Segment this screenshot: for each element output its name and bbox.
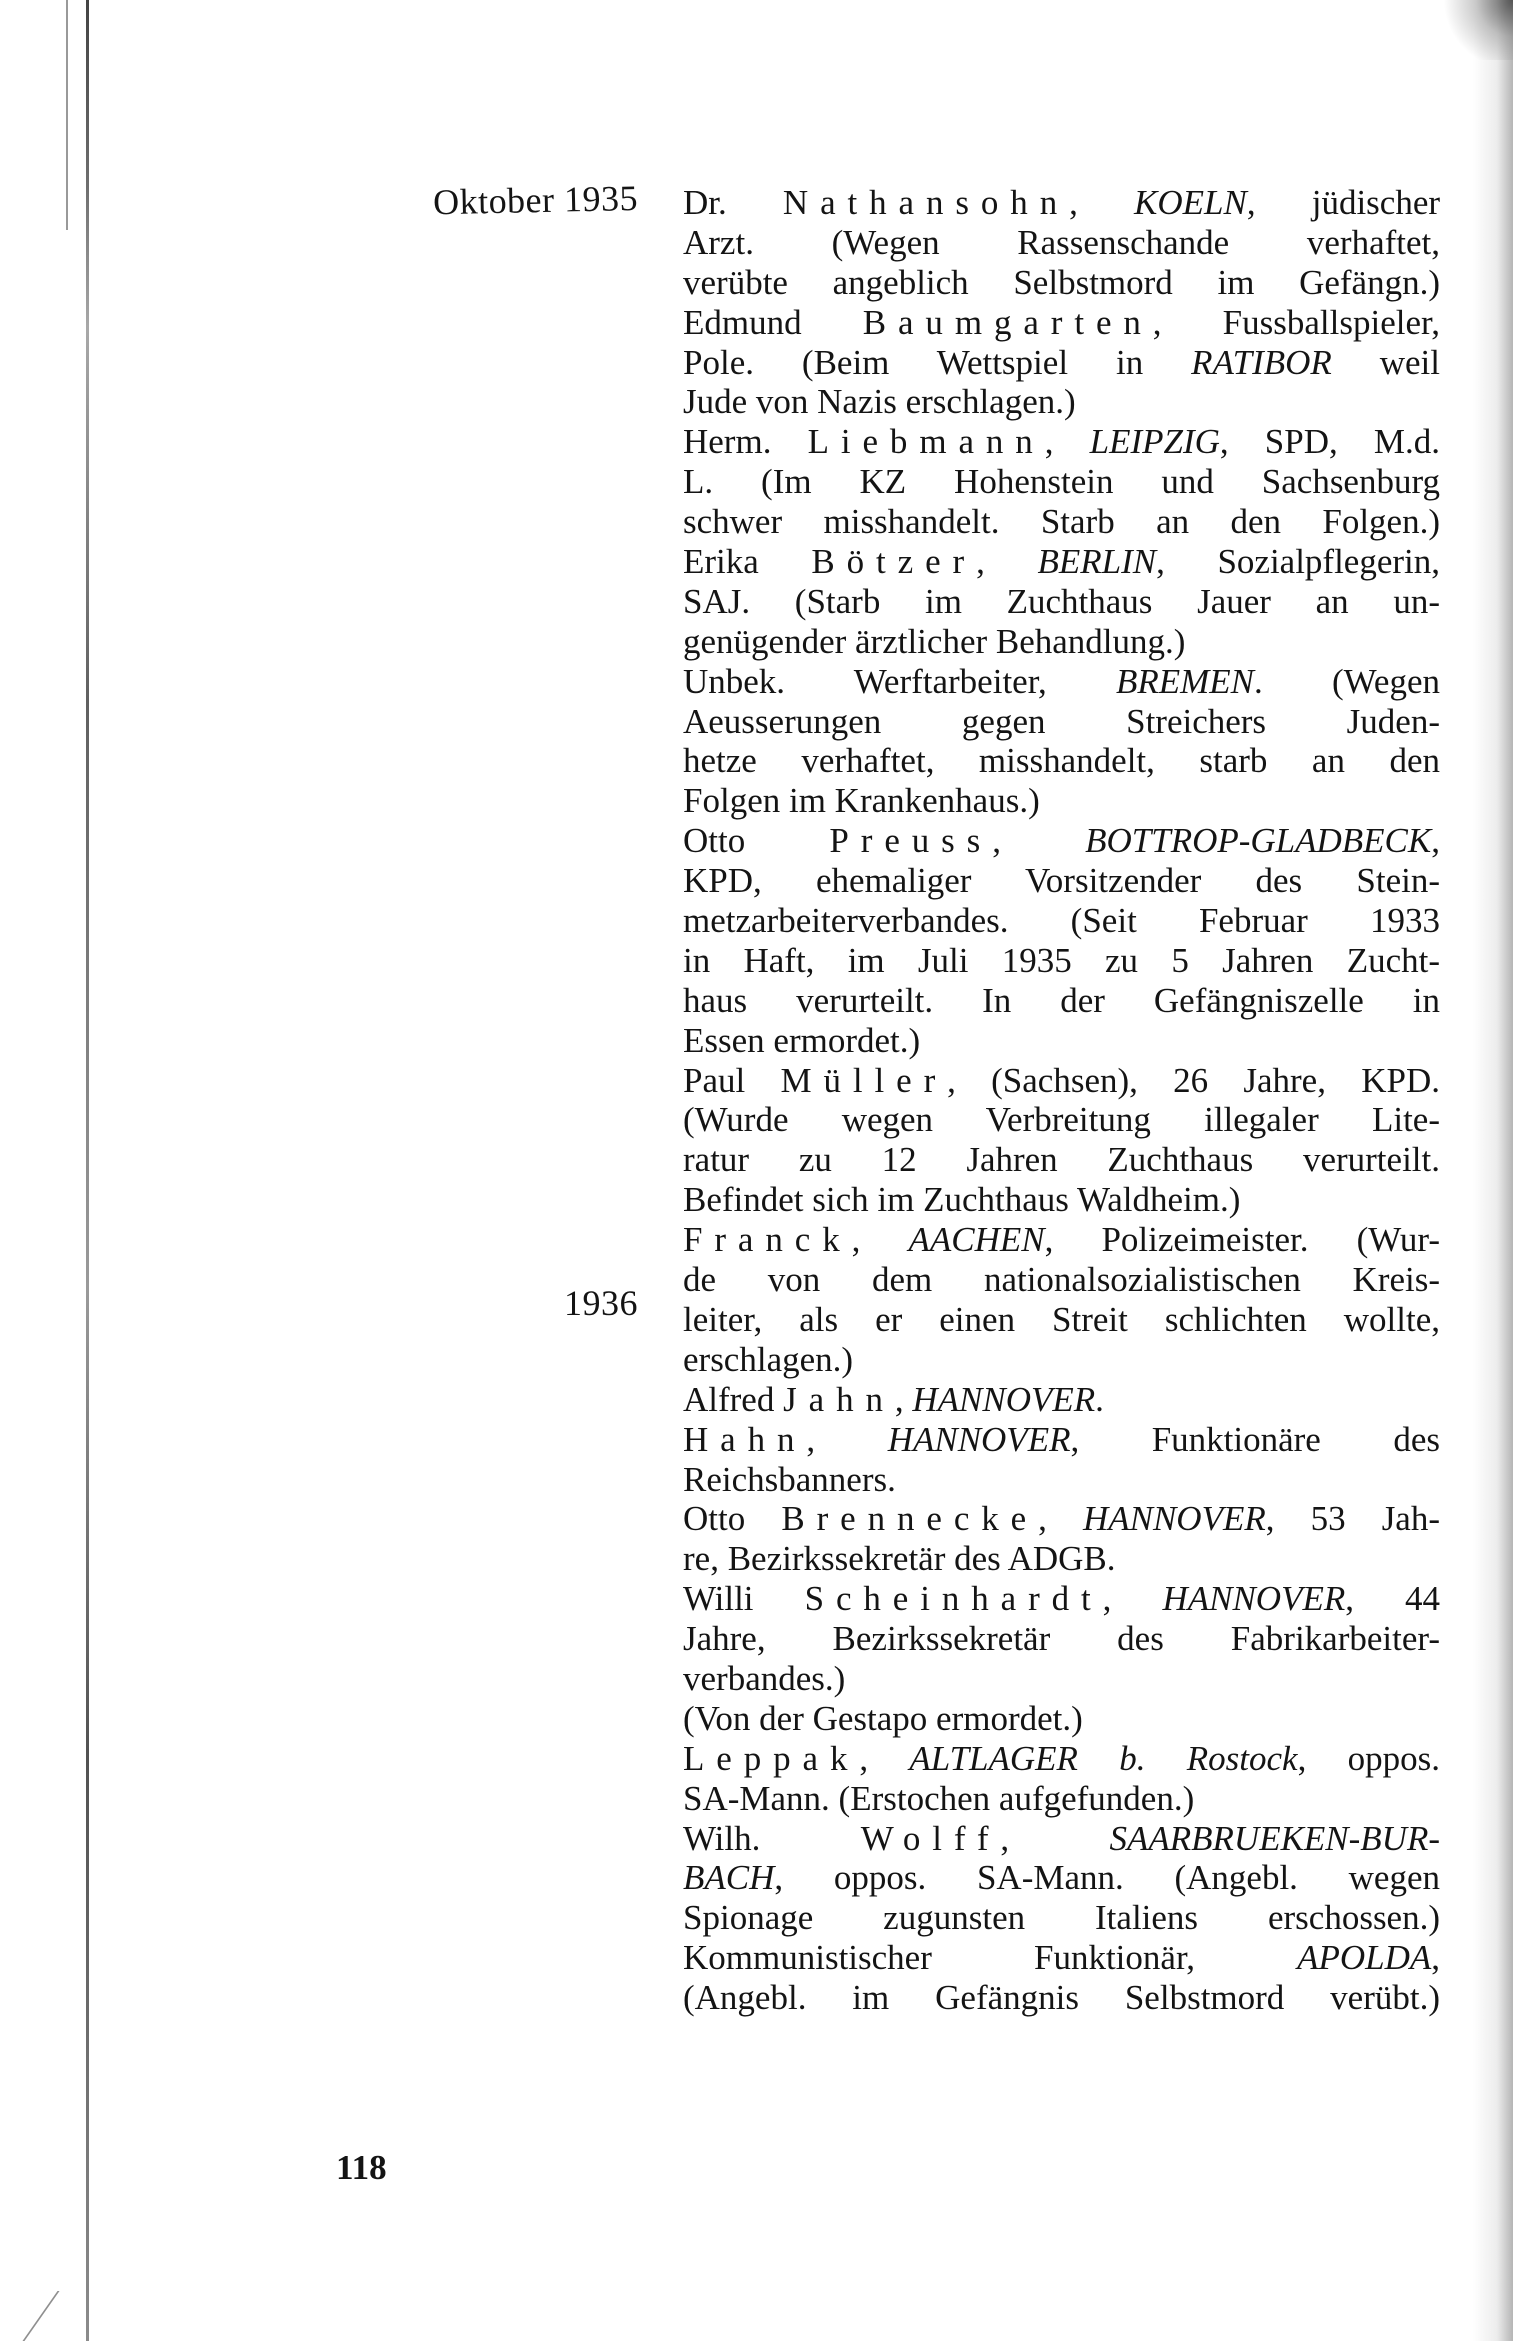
text-line: Erika Bötzer, BERLIN, Sozialpflegerin,	[683, 542, 1440, 582]
city-name: BERLIN	[1037, 542, 1157, 582]
city-name: APOLDA	[1297, 1938, 1432, 1978]
text-line: Paul Müller, (Sachsen), 26 Jahre, KPD.	[683, 1060, 1440, 1100]
scan-edge-mark	[66, 0, 68, 230]
city-name: HANNOVER	[1162, 1579, 1346, 1619]
text-line: verübte angeblich Selbstmord im Gefängn.)	[683, 262, 1440, 302]
city-name: HANNOVER	[887, 1419, 1071, 1459]
page-number: 118	[336, 2148, 387, 2187]
text-line: Aeusserungen gegen Streichers Juden-	[683, 701, 1440, 741]
scan-edge-left	[86, 0, 89, 2341]
person-name: Preuss	[829, 821, 993, 861]
person-name: Baumgarten	[862, 302, 1153, 342]
text-line: (Angebl. im Gefängnis Selbstmord verübt.)	[683, 1978, 1440, 2018]
text-line: KPD, ehemaliger Vorsitzender des Stein-	[683, 861, 1440, 901]
text-line: haus verurteilt. In der Gefängniszelle in	[683, 980, 1440, 1020]
text-line: Kommunistischer Funktionär, APOLDA,	[683, 1938, 1440, 1978]
text-line: L. (Im KZ Hohenstein und Sachsenburg	[683, 462, 1440, 502]
text-line: Alfred Jahn, HANNOVER.	[683, 1379, 1104, 1419]
text-line: Wilh. Wolff, SAARBRUEKEN-BUR-	[683, 1818, 1440, 1858]
city-name: HANNOVER	[1082, 1499, 1266, 1539]
scan-corner-bottom-left	[22, 2291, 119, 2341]
text-line: Pole. (Beim Wettspiel in RATIBOR weil	[683, 342, 1440, 382]
text-line: verbandes.)	[683, 1658, 846, 1698]
city-name: BOTTROP-GLADBECK	[1085, 821, 1432, 861]
text-line: Leppak, ALTLAGER b. Rostock, oppos.	[683, 1738, 1440, 1778]
text-line: Herm. Liebmann, LEIPZIG, SPD, M.d.	[683, 422, 1440, 462]
person-name: Bötzer	[811, 542, 977, 582]
person-name: Scheinhardt	[804, 1579, 1103, 1619]
text-line: Essen ermordet.)	[683, 1020, 921, 1060]
text-line: Franck, AACHEN, Polizeimeister. (Wur-	[683, 1220, 1440, 1260]
city-name: AACHEN	[908, 1220, 1045, 1260]
text-line: SAJ. (Starb im Zuchthaus Jauer an un-	[683, 581, 1440, 621]
text-line: (Von der Gestapo ermordet.)	[683, 1698, 1083, 1738]
city-name: KOELN	[1134, 183, 1247, 222]
person-name: Wolff	[860, 1818, 1001, 1858]
person-name: Jahn	[783, 1379, 895, 1419]
scan-edge-right	[1473, 0, 1513, 2341]
text-line: SA-Mann. (Erstochen aufgefunden.)	[683, 1778, 1195, 1818]
date-oktober-1935: Oktober 1935	[432, 178, 639, 223]
text-line: (Wurde wegen Verbreitung illegaler Lite-	[683, 1100, 1440, 1140]
text-line: Otto Preuss, BOTTROP-GLADBECK,	[683, 821, 1440, 861]
text-line: Arzt. (Wegen Rassenschande verhaftet,	[683, 222, 1440, 262]
text-line: Hahn, HANNOVER, Funktionäre des	[683, 1419, 1440, 1459]
victim-entries	[683, 183, 1440, 2018]
text-line: in Haft, im Juli 1935 zu 5 Jahren Zucht-	[683, 940, 1440, 980]
city-name: LEIPZIG	[1089, 422, 1220, 462]
text-line: genügender ärztlicher Behandlung.)	[683, 621, 1186, 661]
person-name: Franck	[683, 1220, 852, 1260]
text-line: leiter, als er einen Streit schlichten wollte,	[683, 1299, 1440, 1339]
text-line: schwer misshandelt. Starb an den Folgen.)	[683, 502, 1440, 542]
city-name: RATIBOR	[1191, 342, 1332, 382]
person-name: Müller	[780, 1060, 948, 1100]
text-line: BACH, oppos. SA-Mann. (Angebl. wegen	[683, 1858, 1440, 1898]
city-name: SAARBRUEKEN-BUR-	[1109, 1818, 1440, 1858]
person-name: Liebmann	[807, 422, 1045, 462]
text-line: re, Bezirkssekretär des ADGB.	[683, 1539, 1116, 1579]
text-line: metzarbeiterverbandes. (Seit Februar 1933	[683, 901, 1440, 941]
text-line: ratur zu 12 Jahren Zuchthaus verurteilt.	[683, 1140, 1440, 1180]
text-line: Otto Brennecke, HANNOVER, 53 Jah-	[683, 1499, 1440, 1539]
person-name: Brennecke	[781, 1499, 1039, 1539]
text-line: erschlagen.)	[683, 1339, 854, 1379]
scan-corner-top-right	[1443, 0, 1513, 60]
text-line: Befindet sich im Zuchthaus Waldheim.)	[683, 1180, 1241, 1220]
text-line: de von dem nationalsozialistischen Kreis-	[683, 1260, 1440, 1300]
person-name: Hahn	[683, 1419, 807, 1459]
date-1936: 1936	[564, 1283, 638, 1323]
person-name: Nathansohn	[782, 183, 1070, 222]
text-line: Unbek. Werftarbeiter, BREMEN. (Wegen	[683, 661, 1440, 701]
text-line: Reichsbanners.	[683, 1459, 896, 1499]
city-name: BREMEN	[1115, 661, 1255, 701]
city-name: ALTLAGER b. Rostock	[909, 1738, 1298, 1778]
text-line: Spionage zugunsten Italiens erschossen.)	[683, 1898, 1440, 1938]
text-line: Dr. Nathansohn, KOELN, jüdischer	[683, 183, 1440, 222]
text-line: Jude von Nazis erschlagen.)	[683, 382, 1076, 422]
text-line: Willi Scheinhardt, HANNOVER, 44	[683, 1579, 1440, 1619]
text-line: Edmund Baumgarten, Fussballspieler,	[683, 302, 1440, 342]
text-line: hetze verhaftet, misshandelt, starb an den	[683, 741, 1440, 781]
text-line: Jahre, Bezirkssekretär des Fabrikarbeiter-	[683, 1619, 1440, 1659]
city-name: HANNOVER	[912, 1379, 1096, 1419]
text-line: Folgen im Krankenhaus.)	[683, 781, 1040, 821]
person-name: Leppak	[683, 1738, 860, 1778]
city-name: BACH	[683, 1858, 775, 1898]
